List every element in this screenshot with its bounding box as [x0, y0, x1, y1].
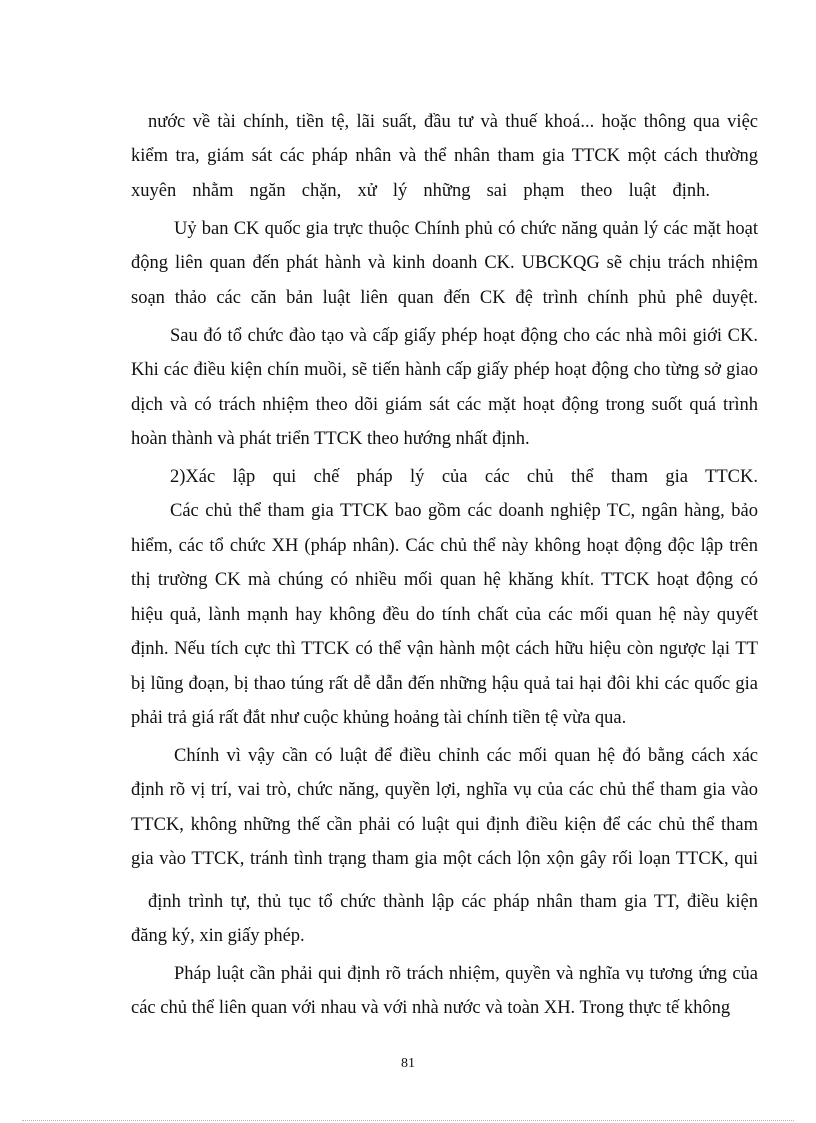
text-line: gia vào TTCK, tránh tình trạng tham gia một cách lộn xộn gây rối loạn TTCK, qui [131, 849, 758, 869]
text-line: định rõ vị trí, vai trò, chức năng, quyền lợi, nghĩa vụ của các chủ thể tham gia vào [131, 780, 758, 800]
text-line: Pháp luật cần phải qui định rõ trách nhiệm, quyền và nghĩa vụ tương ứng của [174, 964, 758, 984]
text-line: nước về tài chính, tiền tệ, lãi suất, đầu tư và thuế khoá... hoặc thông qua việc [148, 112, 758, 132]
text-line: các chủ thể liên quan với nhau và với nhà nước và toàn XH. Trong thực tế không [131, 998, 731, 1018]
text-line: soạn thảo các căn bản luật liên quan đến CK đệ trình chính phủ phê duyệt. [131, 288, 758, 308]
text-line: Sau đó tổ chức đào tạo và cấp giấy phép hoạt động cho các nhà môi giới CK. [170, 326, 758, 346]
text-line: phải trả giá rất đắt như cuộc khủng hoảng tài chính tiền tệ vừa qua. [131, 708, 627, 728]
text-line: kiểm tra, giám sát các pháp nhân và thể nhân tham gia TTCK một cách thường [131, 146, 758, 166]
text-line: động liên quan đến phát hành và kinh doanh CK. UBCKQG sẽ chịu trách nhiệm [131, 253, 758, 273]
text-line: định. Nếu tích cực thì TTCK có thể vận hành một cách hữu hiệu còn ngược lại TT [131, 639, 758, 659]
text-line: Uỷ ban CK quốc gia trực thuộc Chính phủ có chức năng quản lý các mặt hoạt [174, 219, 758, 239]
text-line: hiệu quả, lành mạnh hay không đều do tính chất của các mối quan hệ này quyết [131, 605, 758, 625]
text-line: bị lũng đoạn, bị thao túng rất dễ dẫn đến những hậu quả tai hại đôi khi các quốc gia [131, 674, 758, 694]
text-line: dịch và có trách nhiệm theo dõi giám sát các mặt hoạt động trong suốt quá trình [131, 395, 758, 415]
text-line: đăng ký, xin giấy phép. [131, 926, 305, 946]
text-line: xuyên nhằm ngăn chặn, xử lý những sai phạm theo luật định. [131, 181, 710, 201]
text-line: Các chủ thể tham gia TTCK bao gồm các doanh nghiệp TC, ngân hàng, bảo [170, 501, 758, 521]
text-line: Khi các điều kiện chín muồi, sẽ tiến hành cấp giấy phép hoạt động cho từng sở giao [131, 360, 758, 380]
text-line: Chính vì vậy cần có luật để điều chỉnh các mối quan hệ đó bằng cách xác [174, 746, 758, 766]
text-line: hiểm, các tổ chức XH (pháp nhân). Các chủ thể này không hoạt động độc lập trên [131, 536, 758, 556]
section-heading: 2)Xác lập qui chế pháp lý của các chủ thể tham gia TTCK. [170, 467, 758, 487]
text-line: TTCK, không những thế cần phải có luật qui định điều kiện để các chủ thể tham [131, 815, 758, 835]
text-line: thị trường CK mà chúng có nhiều mối quan hệ khăng khít. TTCK hoạt động có [131, 570, 758, 590]
text-line: hoàn thành và phát triển TTCK theo hướng nhất định. [131, 429, 530, 449]
text-line: định trình tự, thủ tục tổ chức thành lập các pháp nhân tham gia TT, điều kiện [148, 892, 758, 912]
page-bottom-rule [22, 1120, 794, 1121]
page-number: 81 [401, 1056, 415, 1071]
